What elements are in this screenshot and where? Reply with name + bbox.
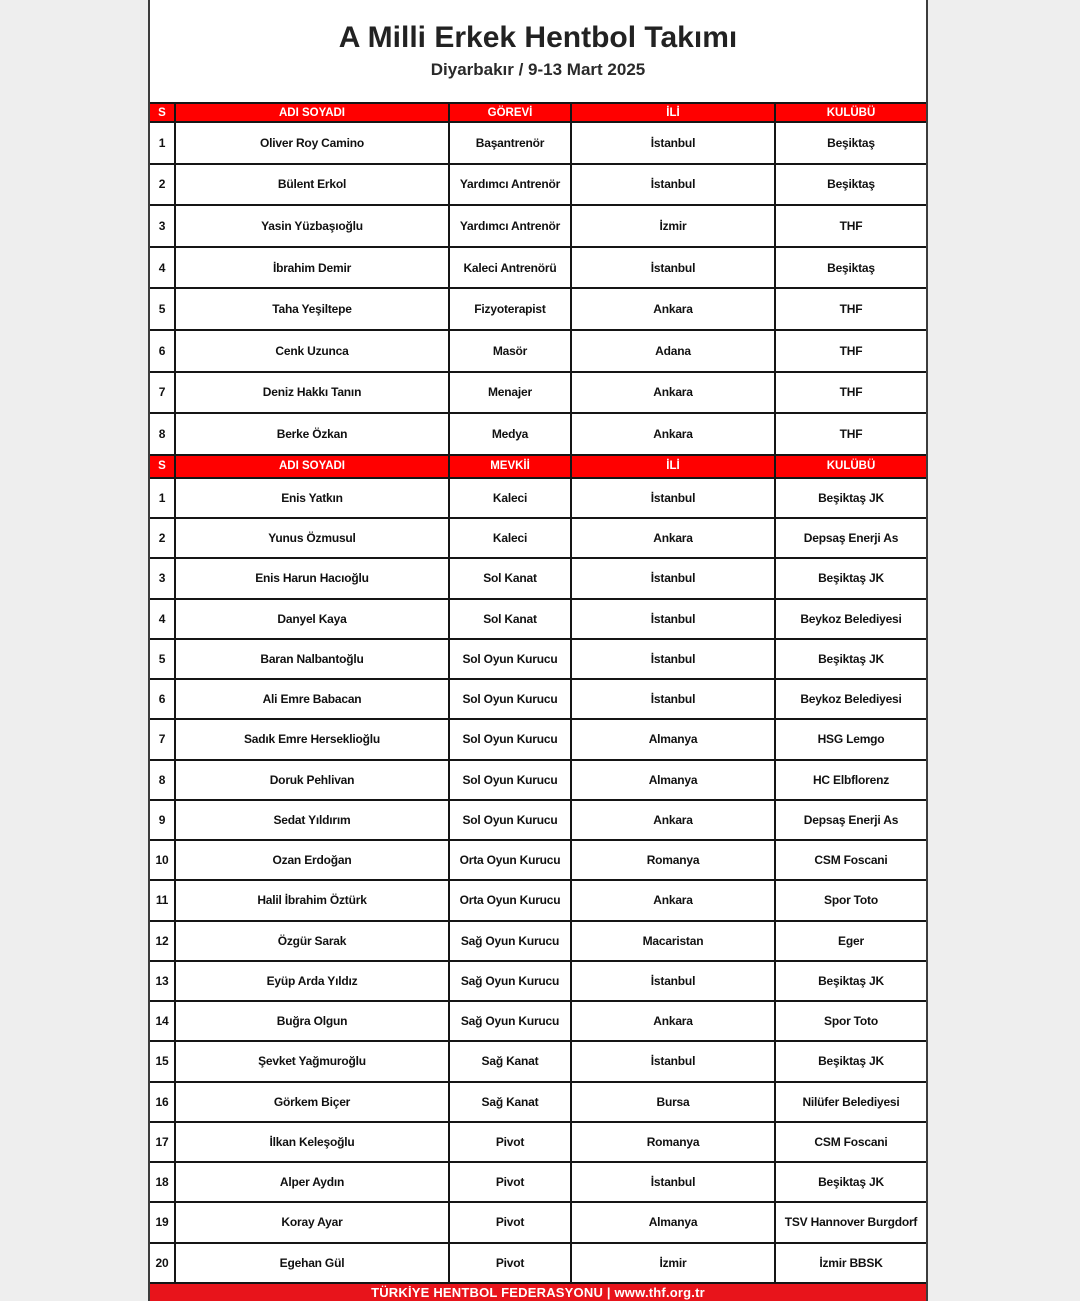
player-row-club-cell: Depsaş Enerji As xyxy=(803,812,899,827)
staff-row-city-cell: Adana xyxy=(572,331,776,371)
player-row-city-cell: Bursa xyxy=(572,1083,776,1121)
staff-row-number-cell: 5 xyxy=(150,289,176,329)
staff-row-club-cell: Beşiktaş xyxy=(827,260,875,275)
player-row-number-cell: 4 xyxy=(150,600,176,638)
staff-row-name-cell: Bülent Erkol xyxy=(176,165,450,205)
staff-row-name-cell: Yasin Yüzbaşıoğlu xyxy=(176,206,450,246)
staff-row-number-cell: 1 xyxy=(150,123,176,163)
player-row-number-cell: 11 xyxy=(150,881,176,919)
player-row-city-cell: İstanbul xyxy=(572,1042,776,1080)
player-row-number-cell: 5 xyxy=(150,640,176,678)
staff-row-duty-cell: Yardımcı Antrenör xyxy=(450,165,572,205)
player-row xyxy=(150,1163,926,1203)
player-row-position-cell: Sağ Oyun Kurucu xyxy=(450,922,572,960)
player-row-name-cell: İlkan Keleşoğlu xyxy=(176,1123,450,1161)
player-row-number-cell: 19 xyxy=(150,1203,176,1241)
player-row-city-cell: Ankara xyxy=(572,801,776,839)
player-row-city-cell: İstanbul xyxy=(572,640,776,678)
player-row-number-cell: 9 xyxy=(150,801,176,839)
player-row-number-cell: 15 xyxy=(150,1042,176,1080)
player-row-city-cell: İstanbul xyxy=(572,1163,776,1201)
player-row-name-cell: Eyüp Arda Yıldız xyxy=(176,962,450,1000)
player-row-club-cell: Spor Toto xyxy=(824,893,878,908)
player-row xyxy=(150,1002,926,1042)
players-header-club: KULÜBÜ xyxy=(826,460,876,473)
player-row-position-cell: Orta Oyun Kurucu xyxy=(450,881,572,919)
player-row xyxy=(150,640,926,680)
player-row xyxy=(150,881,926,921)
player-row-club-cell: İzmir BBSK xyxy=(819,1255,883,1270)
players-header-row xyxy=(150,456,926,479)
player-row-name-cell: Egehan Gül xyxy=(176,1244,450,1282)
staff-row-club-cell: THF xyxy=(839,343,863,358)
player-row-position-cell: Kaleci xyxy=(450,479,572,517)
player-row-name-cell: Danyel Kaya xyxy=(176,600,450,638)
player-row-club-cell: Beşiktaş JK xyxy=(818,651,884,666)
player-row-city-cell: Ankara xyxy=(572,881,776,919)
player-row-club-cell: Beykoz Belediyesi xyxy=(800,692,902,707)
staff-row-duty-cell: Yardımcı Antrenör xyxy=(450,206,572,246)
player-row-city-cell: Almanya xyxy=(572,720,776,758)
player-row-position-cell: Sağ Oyun Kurucu xyxy=(450,1002,572,1040)
staff-row-city-cell: İstanbul xyxy=(572,248,776,288)
staff-row-name-cell: Oliver Roy Camino xyxy=(176,123,450,163)
player-row xyxy=(150,801,926,841)
player-row xyxy=(150,479,926,519)
staff-row-city-cell: Ankara xyxy=(572,373,776,413)
player-row-name-cell: Koray Ayar xyxy=(176,1203,450,1241)
player-row-name-cell: Sedat Yıldırım xyxy=(176,801,450,839)
staff-row-number-cell: 8 xyxy=(150,414,176,454)
player-row xyxy=(150,761,926,801)
staff-row-number-cell: 7 xyxy=(150,373,176,413)
player-row xyxy=(150,1123,926,1163)
staff-header-name: ADI SOYADI xyxy=(176,104,450,121)
player-row-position-cell: Sol Oyun Kurucu xyxy=(450,720,572,758)
staff-row-club-cell: Beşiktaş xyxy=(827,177,875,192)
player-row-number-cell: 10 xyxy=(150,841,176,879)
staff-row-number-cell: 6 xyxy=(150,331,176,371)
player-row-number-cell: 12 xyxy=(150,922,176,960)
player-row-position-cell: Sol Kanat xyxy=(450,600,572,638)
player-rows xyxy=(150,479,926,1284)
player-row xyxy=(150,1244,926,1284)
player-row xyxy=(150,519,926,559)
player-row xyxy=(150,1083,926,1123)
player-row-name-cell: Şevket Yağmuroğlu xyxy=(176,1042,450,1080)
player-row-club-cell: Beşiktaş JK xyxy=(818,1175,884,1190)
player-row-number-cell: 8 xyxy=(150,761,176,799)
player-row-position-cell: Pivot xyxy=(450,1163,572,1201)
player-row-club-cell: Beykoz Belediyesi xyxy=(800,611,902,626)
player-row-city-cell: Almanya xyxy=(572,1203,776,1241)
player-row-position-cell: Sağ Kanat xyxy=(450,1083,572,1121)
staff-row xyxy=(150,123,926,165)
player-row-city-cell: İstanbul xyxy=(572,559,776,597)
player-row-club-cell: TSV Hannover Burgdorf xyxy=(784,1215,918,1230)
player-row-number-cell: 6 xyxy=(150,680,176,718)
player-row-club-cell: CSM Foscani xyxy=(814,853,888,868)
staff-header-duty: GÖREVİ xyxy=(450,104,572,121)
player-row-number-cell: 1 xyxy=(150,479,176,517)
document-title: A Milli Erkek Hentbol Takımı xyxy=(338,21,738,54)
staff-row-city-cell: Ankara xyxy=(572,414,776,454)
player-row-number-cell: 3 xyxy=(150,559,176,597)
player-row-club-cell: Beşiktaş JK xyxy=(818,571,884,586)
staff-row-duty-cell: Menajer xyxy=(450,373,572,413)
player-row-city-cell: İzmir xyxy=(572,1244,776,1282)
player-row xyxy=(150,922,926,962)
player-row-position-cell: Sağ Oyun Kurucu xyxy=(450,962,572,1000)
staff-row-duty-cell: Masör xyxy=(450,331,572,371)
player-row-name-cell: Enis Yatkın xyxy=(176,479,450,517)
staff-row-city-cell: İstanbul xyxy=(572,123,776,163)
player-row-number-cell: 14 xyxy=(150,1002,176,1040)
staff-header-city: İLİ xyxy=(572,104,776,121)
player-row-number-cell: 17 xyxy=(150,1123,176,1161)
staff-row-club-cell: THF xyxy=(839,385,863,400)
player-row-name-cell: Halil İbrahim Öztürk xyxy=(176,881,450,919)
staff-row xyxy=(150,373,926,415)
player-row-number-cell: 2 xyxy=(150,519,176,557)
player-row-city-cell: Ankara xyxy=(572,519,776,557)
player-row-position-cell: Sağ Kanat xyxy=(450,1042,572,1080)
player-row-position-cell: Sol Oyun Kurucu xyxy=(450,640,572,678)
player-row-position-cell: Sol Kanat xyxy=(450,559,572,597)
player-row-position-cell: Pivot xyxy=(450,1203,572,1241)
player-row-number-cell: 20 xyxy=(150,1244,176,1282)
player-row xyxy=(150,559,926,599)
player-row-position-cell: Kaleci xyxy=(450,519,572,557)
player-row xyxy=(150,1042,926,1082)
player-row xyxy=(150,720,926,760)
player-row-name-cell: Sadık Emre Herseklioğlu xyxy=(176,720,450,758)
player-row-club-cell: Beşiktaş JK xyxy=(818,1054,884,1069)
player-row-city-cell: Romanya xyxy=(572,841,776,879)
footer-bar xyxy=(150,1284,926,1301)
players-header-position: MEVKİİ xyxy=(450,456,572,477)
staff-row xyxy=(150,248,926,290)
staff-row-number-cell: 3 xyxy=(150,206,176,246)
player-row-city-cell: Romanya xyxy=(572,1123,776,1161)
staff-row xyxy=(150,206,926,248)
staff-row xyxy=(150,289,926,331)
staff-row xyxy=(150,414,926,456)
staff-row-club-cell: THF xyxy=(839,302,863,317)
staff-row-name-cell: Taha Yeşiltepe xyxy=(176,289,450,329)
staff-row-name-cell: Deniz Hakkı Tanın xyxy=(176,373,450,413)
staff-row-duty-cell: Başantrenör xyxy=(450,123,572,163)
staff-row-city-cell: Ankara xyxy=(572,289,776,329)
player-row-number-cell: 16 xyxy=(150,1083,176,1121)
player-row-name-cell: Özgür Sarak xyxy=(176,922,450,960)
player-row-position-cell: Sol Oyun Kurucu xyxy=(450,761,572,799)
player-row-number-cell: 7 xyxy=(150,720,176,758)
staff-row-city-cell: İstanbul xyxy=(572,165,776,205)
staff-row-name-cell: Berke Özkan xyxy=(176,414,450,454)
player-row xyxy=(150,600,926,640)
staff-row-duty-cell: Fizyoterapist xyxy=(450,289,572,329)
roster-table xyxy=(150,102,926,1284)
player-row-number-cell: 13 xyxy=(150,962,176,1000)
player-row-city-cell: Macaristan xyxy=(572,922,776,960)
player-row-club-cell: Nilüfer Belediyesi xyxy=(802,1094,900,1109)
player-row-club-cell: CSM Foscani xyxy=(814,1134,888,1149)
player-row-city-cell: Ankara xyxy=(572,1002,776,1040)
player-row-name-cell: Enis Harun Hacıoğlu xyxy=(176,559,450,597)
player-row-name-cell: Yunus Özmusul xyxy=(176,519,450,557)
staff-row xyxy=(150,165,926,207)
staff-header-club: KULÜBÜ xyxy=(826,106,876,119)
player-row-position-cell: Sol Oyun Kurucu xyxy=(450,801,572,839)
staff-header-row xyxy=(150,104,926,123)
player-row-city-cell: İstanbul xyxy=(572,479,776,517)
player-row-city-cell: İstanbul xyxy=(572,680,776,718)
footer-text: TÜRKİYE HENTBOL FEDERASYONU | www.thf.org.tr xyxy=(371,1285,705,1300)
player-row xyxy=(150,680,926,720)
players-header-city: İLİ xyxy=(572,456,776,477)
players-header-name: ADI SOYADI xyxy=(176,456,450,477)
staff-row-club-cell: Beşiktaş xyxy=(827,135,875,150)
player-row-name-cell: Doruk Pehlivan xyxy=(176,761,450,799)
player-row xyxy=(150,841,926,881)
staff-row-club-cell: THF xyxy=(839,218,863,233)
player-row-city-cell: İstanbul xyxy=(572,600,776,638)
player-row xyxy=(150,962,926,1002)
staff-row-duty-cell: Kaleci Antrenörü xyxy=(450,248,572,288)
player-row-name-cell: Ozan Erdoğan xyxy=(176,841,450,879)
staff-row xyxy=(150,331,926,373)
player-row-name-cell: Buğra Olgun xyxy=(176,1002,450,1040)
player-row-name-cell: Alper Aydın xyxy=(176,1163,450,1201)
player-row-city-cell: Almanya xyxy=(572,761,776,799)
player-row-position-cell: Orta Oyun Kurucu xyxy=(450,841,572,879)
player-row-position-cell: Pivot xyxy=(450,1244,572,1282)
player-row-name-cell: Baran Nalbantoğlu xyxy=(176,640,450,678)
staff-row-city-cell: İzmir xyxy=(572,206,776,246)
player-row-club-cell: Depsaş Enerji As xyxy=(803,531,899,546)
player-row-club-cell: HC Elbflorenz xyxy=(812,772,890,787)
player-row-name-cell: Görkem Biçer xyxy=(176,1083,450,1121)
staff-row-name-cell: Cenk Uzunca xyxy=(176,331,450,371)
player-row-city-cell: İstanbul xyxy=(572,962,776,1000)
staff-row-name-cell: İbrahim Demir xyxy=(176,248,450,288)
player-row-position-cell: Sol Oyun Kurucu xyxy=(450,680,572,718)
staff-header-number: S xyxy=(150,104,176,121)
player-row-club-cell: Eger xyxy=(838,933,864,948)
player-row-position-cell: Pivot xyxy=(450,1123,572,1161)
document-subtitle: Diyarbakır / 9-13 Mart 2025 xyxy=(430,60,646,79)
staff-row-duty-cell: Medya xyxy=(450,414,572,454)
staff-rows xyxy=(150,123,926,456)
staff-row-number-cell: 2 xyxy=(150,165,176,205)
staff-row-number-cell: 4 xyxy=(150,248,176,288)
staff-row-club-cell: THF xyxy=(839,426,863,441)
player-row-club-cell: Beşiktaş JK xyxy=(818,973,884,988)
document-page xyxy=(148,0,928,1301)
player-row-club-cell: HSG Lemgo xyxy=(817,732,885,747)
player-row xyxy=(150,1203,926,1243)
player-row-number-cell: 18 xyxy=(150,1163,176,1201)
player-row-name-cell: Ali Emre Babacan xyxy=(176,680,450,718)
player-row-club-cell: Spor Toto xyxy=(824,1014,878,1029)
player-row-club-cell: Beşiktaş JK xyxy=(818,490,884,505)
players-header-number: S xyxy=(150,456,176,477)
